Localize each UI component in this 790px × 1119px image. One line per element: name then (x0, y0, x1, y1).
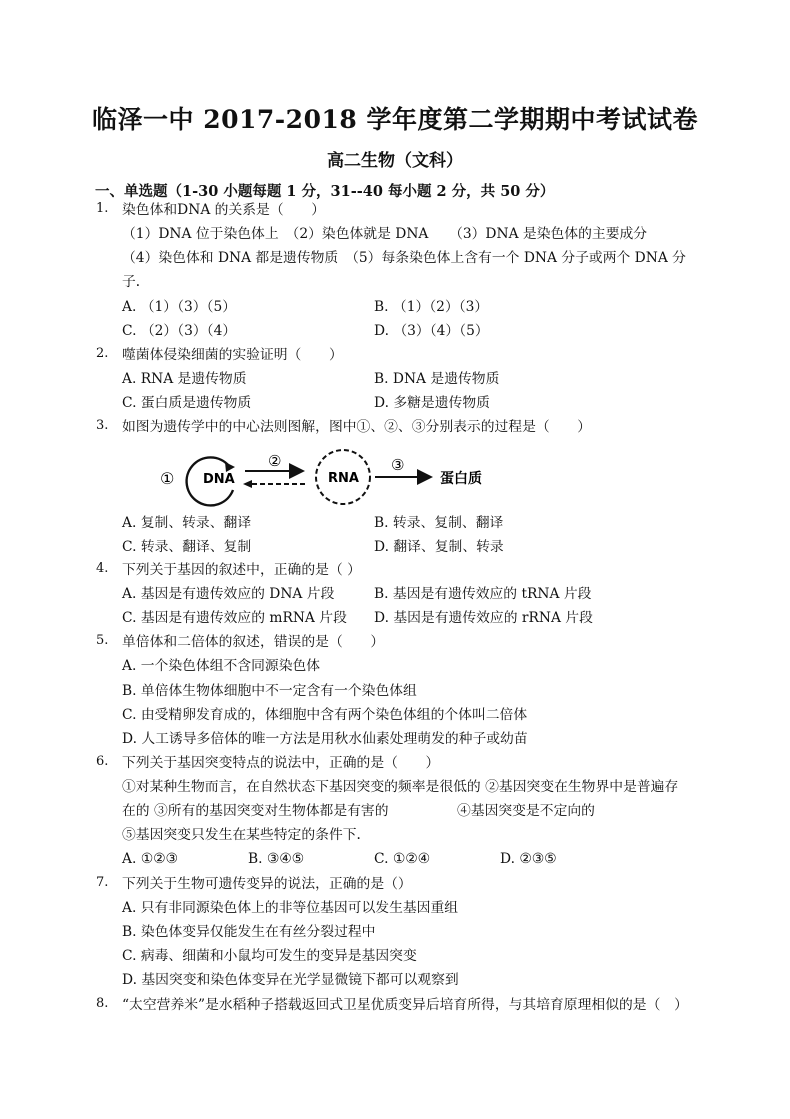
exam-subtitle: 高二生物（文科） (327, 151, 463, 171)
section-heading: 一、单选题（1-30 小题每题 1 分，31--40 每小题 2 分，共 50 分） (95, 183, 555, 200)
replication-arrowhead (225, 462, 235, 472)
option-b[interactable]: B. 染色体变异仅能发生在有丝分裂过程中 (122, 924, 376, 940)
option-a[interactable]: A. 只有非同源染色体上的非等位基因可以发生基因重组 (122, 900, 459, 916)
option-c[interactable]: C. 蛋白质是遗传物质 (122, 395, 252, 411)
option-b[interactable]: B. ③④⑤ (248, 851, 305, 867)
option-b[interactable]: B. 单倍体生物体细胞中不一定含有一个染色体组 (122, 683, 417, 699)
option-c[interactable]: C. 基因是有遗传效应的 mRNA 片段 (122, 610, 347, 626)
option-c[interactable]: C. （2）（3）（4） (122, 323, 237, 339)
question-statement: ①对某种生物而言，在自然状态下基因突变的频率是很低的 ②基因突变在生物界中是普遍存 (122, 779, 679, 795)
option-b[interactable]: B. （1）（2）（3） (374, 299, 489, 315)
question-stem: 单倍体和二倍体的叙述，错误的是（ ） (122, 634, 385, 650)
question-statement: 在的 ③所有的基因突变对生物体都是有害的 (122, 803, 389, 819)
question-number: 7. (96, 875, 109, 890)
question-stem: 染色体和DNA 的关系是（ ） (122, 202, 326, 218)
question-stem: 如图为遗传学中的中心法则图解，图中①、②、③分别表示的过程是（ ） (122, 419, 592, 435)
option-d[interactable]: D. （3）（4）（5） (374, 323, 489, 339)
question-stem: “太空营养米”是水稻种子搭载返回式卫星优质变异后培育所得，与其培育原理相似的是（ ） (122, 997, 688, 1013)
exam-title: 临泽一中 2017-2018 学年度第二学期期中考试试卷 (92, 105, 698, 134)
question-number: 1. (96, 201, 109, 216)
option-d[interactable]: D. 人工诱导多倍体的唯一方法是用秋水仙素处理萌发的种子或幼苗 (122, 731, 528, 747)
rna-label: RNA (328, 471, 359, 486)
question-stem: 噬菌体侵染细菌的实验证明（ ） (122, 347, 343, 363)
question-stem: 下列关于基因的叙述中，正确的是（ ） (122, 562, 361, 578)
question-statement: ④基因突变是不定向的 (457, 803, 595, 819)
question-stem: 下列关于基因突变特点的说法中，正确的是（ ） (122, 755, 440, 771)
option-a[interactable]: A. （1）（3）（5） (122, 299, 237, 315)
question-number: 6. (96, 754, 109, 769)
question-number: 2. (96, 346, 109, 361)
option-c[interactable]: C. ①②④ (374, 851, 430, 867)
question-number: 8. (96, 996, 109, 1011)
option-b[interactable]: B. DNA 是遗传物质 (374, 371, 500, 387)
question-statement: （4）染色体和 DNA 都是遗传物质 （5）每条染色体上含有一个 DNA 分子或两个 DNA 分 (122, 250, 686, 266)
option-b[interactable]: B. 转录、复制、翻译 (374, 515, 504, 531)
option-d[interactable]: D. ②③⑤ (500, 851, 557, 867)
question-number: 5. (96, 633, 109, 648)
question-statement: 子． (122, 274, 150, 290)
dna-label: DNA (203, 472, 235, 487)
option-d[interactable]: D. 翻译、复制、转录 (374, 539, 504, 555)
option-a[interactable]: A. 基因是有遗传效应的 DNA 片段 (122, 586, 335, 602)
label-3: ③ (391, 456, 405, 474)
question-number: 3. (96, 418, 109, 433)
option-d[interactable]: D. 基因突变和染色体变异在光学显微镜下都可以观察到 (122, 972, 459, 988)
reverse-arrowhead (243, 480, 252, 488)
protein-label: 蛋白质 (440, 471, 482, 487)
question-number: 4. (96, 561, 109, 576)
question-stem: 下列关于生物可遗传变异的说法，正确的是（） (122, 876, 412, 892)
question-statement: ⑤基因突变只发生在某些特定的条件下． (122, 827, 371, 843)
option-b[interactable]: B. 基因是有遗传效应的 tRNA 片段 (374, 586, 592, 602)
central-dogma-diagram (155, 446, 495, 508)
option-d[interactable]: D. 多糖是遗传物质 (374, 395, 490, 411)
option-c[interactable]: C. 转录、翻译、复制 (122, 539, 252, 555)
option-a[interactable]: A. 一个染色体组不含同源染色体 (122, 658, 321, 674)
label-2: ② (268, 452, 282, 470)
option-d[interactable]: D. 基因是有遗传效应的 rRNA 片段 (374, 610, 593, 626)
label-1: ① (160, 469, 175, 488)
option-c[interactable]: C. 由受精卵发育成的，体细胞中含有两个染色体组的个体叫二倍体 (122, 707, 528, 723)
question-statement: （1）DNA 位于染色体上 （2）染色体就是 DNA （3）DNA 是染色体的主要成分 (122, 226, 648, 242)
option-a[interactable]: A. 复制、转录、翻译 (122, 515, 252, 531)
option-c[interactable]: C. 病毒、细菌和小鼠均可发生的变异是基因突变 (122, 948, 417, 964)
option-a[interactable]: A. RNA 是遗传物质 (122, 371, 247, 387)
option-a[interactable]: A. ①②③ (122, 851, 178, 867)
